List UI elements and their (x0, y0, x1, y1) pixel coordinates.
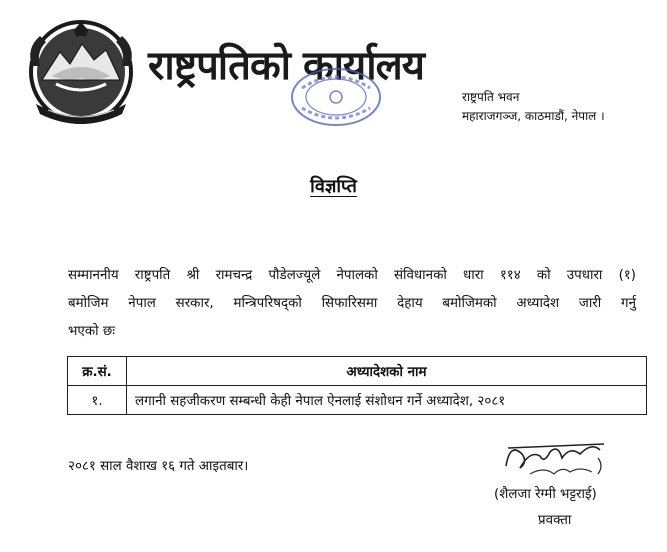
office-seal-stamp-icon (288, 64, 384, 130)
paragraph-line-1: सम्माननीय राष्ट्रपति श्री रामचन्द्र पौडेलज्यूले नेपालको संविधानको धारा ११४ को उपधारा (१) (68, 268, 636, 283)
signatory-name: (शैलजा रेग्मी भट्टराई) (494, 487, 597, 502)
notice-date: २०८१ साल वैशाख १६ गते आइतबार। (68, 459, 249, 474)
signatory-role: प्रवक्ता (538, 513, 572, 528)
table-header-row (68, 357, 647, 386)
column-header-ordinance-name: अध्यादेशको नाम (127, 357, 647, 386)
ordinance-name-cell: लगानी सहजीकरण सम्बन्धी केही नेपाल ऐनलाई संशोधन गर्ने अध्यादेश, २०८१ (127, 386, 647, 415)
serial-number-cell: १. (68, 386, 127, 415)
office-address (462, 88, 605, 126)
ordinance-table (67, 356, 647, 415)
notice-paragraph (68, 262, 636, 346)
address-line-2: महाराजगञ्ज, काठमाडौं, नेपाल । (462, 109, 605, 123)
notice-heading-text: विज्ञप्ति (310, 176, 357, 197)
office-name: राष्ट्रपतिको कार्यालय (148, 43, 424, 89)
handwritten-signature-icon (500, 436, 612, 480)
paragraph-line-3: भएको छः (68, 324, 115, 339)
column-header-serial: क्र.सं. (68, 357, 127, 386)
address-line-1: राष्ट्रपति भवन (462, 90, 520, 104)
table-row (68, 386, 647, 415)
notice-heading (0, 174, 667, 198)
nepal-emblem-icon (22, 18, 140, 126)
paragraph-line-2: बमोजिम नेपाल सरकार, मन्त्रिपरिषद्को सिफारिसमा देहाय बमोजिमको अध्यादेश जारी गर्नु (68, 296, 636, 311)
